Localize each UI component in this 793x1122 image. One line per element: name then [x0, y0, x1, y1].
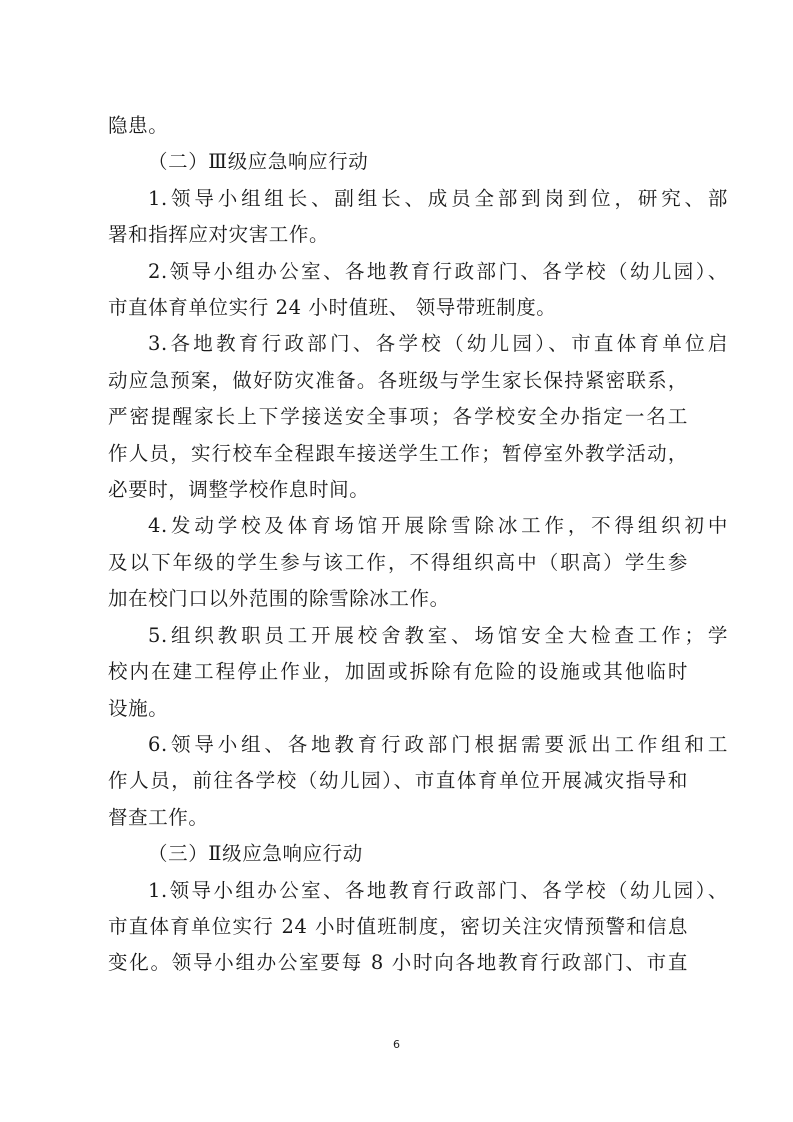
document-body — [108, 108, 728, 982]
page-number: 6 — [393, 1038, 400, 1051]
paragraph-4-line-2: 及以下年级的学生参与该工作，不得组织高中（职高）学生参 — [108, 550, 688, 574]
paragraph-1-line-2: 署和指挥应对灾害工作。 — [108, 223, 330, 247]
paragraph-3-line-2: 动应急预案，做好防灾准备。各班级与学生家长保持紧密联系， — [108, 368, 688, 392]
paragraph-continuation: 隐患。 — [108, 114, 169, 137]
paragraph-2-line-1: 2.领导小组办公室、各地教育行政部门、各学校（幼儿园）、 — [148, 259, 728, 283]
paragraph-5-line-3: 设施。 — [108, 696, 169, 720]
section-heading-level-3: （二）Ⅲ级应急响应行动 — [148, 150, 369, 174]
paragraph-3-line-5: 必要时，调整学校作息时间。 — [108, 478, 370, 502]
paragraph-2-line-2: 市直体育单位实行 24 小时值班、 领导带班制度。 — [108, 296, 557, 320]
paragraph-6-line-1: 6.领导小组、各地教育行政部门根据需要派出工作组和工 — [148, 732, 728, 756]
paragraph-7-line-3: 变化。领导小组办公室要每 8 小时向各地教育行政部门、市直 — [108, 951, 688, 975]
paragraph-7-line-1: 1.领导小组办公室、各地教育行政部门、各学校（幼儿园）、 — [148, 878, 728, 902]
paragraph-5-line-1: 5.组织教职员工开展校舍教室、场馆安全大检查工作；学 — [148, 623, 728, 647]
paragraph-3-line-1: 3.各地教育行政部门、各学校（幼儿园）、市直体育单位启 — [148, 332, 728, 356]
section-heading-level-2: （三）Ⅱ级应急响应行动 — [148, 842, 363, 866]
paragraph-6-line-2: 作人员，前往各学校（幼儿园）、市直体育单位开展减灾指导和 — [108, 769, 688, 793]
paragraph-3-line-3: 严密提醒家长上下学接送安全事项；各学校安全办指定一名工 — [108, 405, 688, 429]
paragraph-3-line-4: 作人员，实行校车全程跟车接送学生工作；暂停室外教学活动， — [108, 441, 688, 465]
paragraph-7-line-2: 市直体育单位实行 24 小时值班制度，密切关注灾情预警和信息 — [108, 914, 688, 938]
paragraph-6-line-3: 督查工作。 — [108, 805, 209, 829]
paragraph-5-line-2: 校内在建工程停止作业，加固或拆除有危险的设施或其他临时 — [108, 660, 688, 684]
paragraph-4-line-3: 加在校门口以外范围的除雪除冰工作。 — [108, 587, 450, 611]
paragraph-1-line-1: 1.领导小组组长、副组长、成员全部到岗到位，研究、部 — [148, 186, 728, 210]
paragraph-4-line-1: 4.发动学校及体育场馆开展除雪除冰工作，不得组织初中 — [148, 514, 728, 538]
